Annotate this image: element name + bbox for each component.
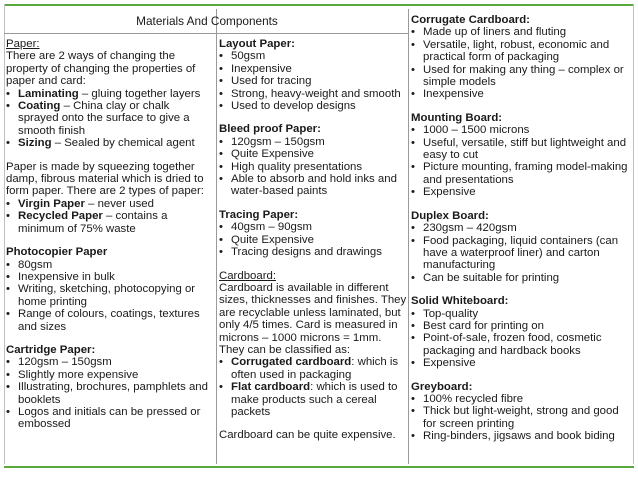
- list-item: • Laminating – gluing together layers: [6, 88, 211, 100]
- list-item: • Inexpensive: [411, 88, 633, 100]
- list-item: • Recycled Paper – contains a minimum of 75% waste: [6, 210, 211, 235]
- photocopier-list: [6, 259, 211, 333]
- grey-heading: Greyboard:: [411, 380, 473, 393]
- photocopier-section: [6, 246, 211, 333]
- list-item: • Food packaging, liquid containers (can have a waterproof liner) and carton manufacturing: [411, 235, 633, 272]
- paper-types-list: [6, 198, 211, 235]
- corrugate-list: [411, 26, 633, 100]
- list-item: • Quite Expensive: [219, 234, 409, 246]
- list-item: • Able to absorb and hold inks and water-based paints: [219, 173, 409, 198]
- tracing-heading: Tracing Paper:: [219, 208, 299, 221]
- duplex-section: [411, 210, 633, 284]
- list-item: • 100% recycled fibre: [411, 393, 633, 405]
- mounting-section: [411, 112, 633, 199]
- list-item: • Top-quality: [411, 308, 633, 320]
- duplex-heading: Duplex Board:: [411, 209, 489, 222]
- list-item: • 230gsm – 420gsm: [411, 222, 633, 234]
- list-item: • Best card for printing on: [411, 320, 633, 332]
- corrugate-section: [411, 14, 633, 101]
- list-item: • Picture mounting, framing model-making and presentations: [411, 161, 633, 186]
- duplex-list: [411, 222, 633, 284]
- list-item: • 1000 – 1500 microns: [411, 124, 633, 136]
- list-item: • Used to develop designs: [219, 100, 409, 112]
- cardboard-types-list: [219, 356, 409, 418]
- layout-heading: Layout Paper:: [219, 38, 295, 50]
- bottom-accent-bar: [4, 466, 634, 468]
- list-item: • Flat cardboard: which is used to make products such a cereal packets: [219, 381, 409, 418]
- cardboard-heading: Cardboard:: [219, 269, 276, 282]
- list-item: • Useful, versatile, stiff but lightweight and easy to cut: [411, 137, 633, 162]
- bleed-heading: Bleed proof Paper:: [219, 123, 321, 136]
- list-item: • Expensive: [411, 357, 633, 369]
- cartridge-heading: Cartridge Paper:: [6, 343, 96, 356]
- list-item: • Illustrating, brochures, pamphlets and booklets: [6, 381, 211, 406]
- paper-heading: Paper:: [6, 38, 40, 50]
- layout-section: [219, 38, 409, 112]
- list-item: • Point-of-sale, frozen food, cosmetic packaging and hardback books: [411, 332, 633, 357]
- cardboard-intro: Cardboard is available in different sizes, thicknesses and finishes. They are recyclable unless laminated, but only 4/5 times. Card is measured in microns – 1000 microns = 1mm. They can be classified as:: [219, 281, 407, 356]
- list-item: • 80gsm: [6, 259, 211, 271]
- list-item: • Range of colours, coatings, textures and sizes: [6, 308, 211, 333]
- list-item: • High quality presentations: [219, 161, 409, 173]
- tracing-section: [219, 209, 409, 259]
- bleed-section: [219, 123, 409, 197]
- title-divider: [4, 33, 408, 34]
- bleed-list: [219, 136, 409, 198]
- solid-whiteboard-section: [411, 295, 633, 369]
- column-divider-1: [216, 9, 217, 464]
- list-item: • Used for making any thing – complex or simple models: [411, 64, 633, 89]
- list-item: • 50gsm: [219, 50, 409, 62]
- list-item: • Thick but light-weight, strong and good for screen printing: [411, 405, 633, 430]
- column-boards: [411, 14, 633, 454]
- greyboard-section: [411, 381, 633, 443]
- corrugate-heading: Corrugate Cardboard:: [411, 14, 530, 26]
- list-item: • Coating – China clay or chalk sprayed onto the surface to give a smooth finish: [6, 100, 211, 137]
- paper-intro: There are 2 ways of changing the property of changing the properties of paper and card:: [6, 50, 196, 88]
- list-item: • Corrugated cardboard: which is often used in packaging: [219, 356, 409, 381]
- cartridge-list: [6, 356, 211, 430]
- list-item: • Quite Expensive: [219, 148, 409, 160]
- list-item: • Made up of liners and fluting: [411, 26, 633, 38]
- list-item: • Slightly more expensive: [6, 369, 211, 381]
- grey-list: [411, 393, 633, 443]
- column-paper: [6, 38, 211, 442]
- photocopier-heading: Photocopier Paper: [6, 246, 108, 259]
- list-item: • 120gsm – 150gsm: [219, 136, 409, 148]
- cartridge-section: [6, 344, 211, 431]
- layout-list: [219, 50, 409, 112]
- list-item: • Can be suitable for printing: [411, 272, 633, 284]
- paper-made-section: [6, 161, 211, 235]
- list-item: • 40gsm – 90gsm: [219, 221, 409, 233]
- page-title: Materials And Components: [136, 14, 278, 28]
- list-item: • Sizing – Sealed by chemical agent: [6, 137, 211, 149]
- paper-methods-list: [6, 88, 211, 150]
- cardboard-section: [219, 270, 409, 442]
- list-item: • Inexpensive in bulk: [6, 271, 211, 283]
- list-item: • Ring-binders, jigsaws and book biding: [411, 430, 633, 442]
- list-item: • 120gsm – 150gsm: [6, 356, 211, 368]
- list-item: • Logos and initials can be pressed or embossed: [6, 406, 211, 431]
- solid-heading: Solid Whiteboard:: [411, 295, 509, 308]
- mounting-list: [411, 124, 633, 198]
- list-item: • Expensive: [411, 186, 633, 198]
- list-item: • Strong, heavy-weight and smooth: [219, 88, 409, 100]
- tracing-list: [219, 221, 409, 258]
- cardboard-footer: Cardboard can be quite expensive.: [219, 429, 396, 442]
- list-item: • Inexpensive: [219, 63, 409, 75]
- column-paper-types: [219, 38, 409, 453]
- paper-made-text: Paper is made by squeezing together damp, fibrous material which is dried to form paper. There are 2 types of paper:: [6, 160, 204, 198]
- paper-section: [6, 38, 211, 150]
- list-item: • Versatile, light, robust, economic and practical form of packaging: [411, 39, 633, 64]
- mounting-heading: Mounting Board:: [411, 111, 503, 124]
- list-item: • Virgin Paper – never used: [6, 198, 211, 210]
- list-item: • Tracing designs and drawings: [219, 246, 409, 258]
- list-item: • Writing, sketching, photocopying or home printing: [6, 283, 211, 308]
- solid-list: [411, 308, 633, 370]
- list-item: • Used for tracing: [219, 75, 409, 87]
